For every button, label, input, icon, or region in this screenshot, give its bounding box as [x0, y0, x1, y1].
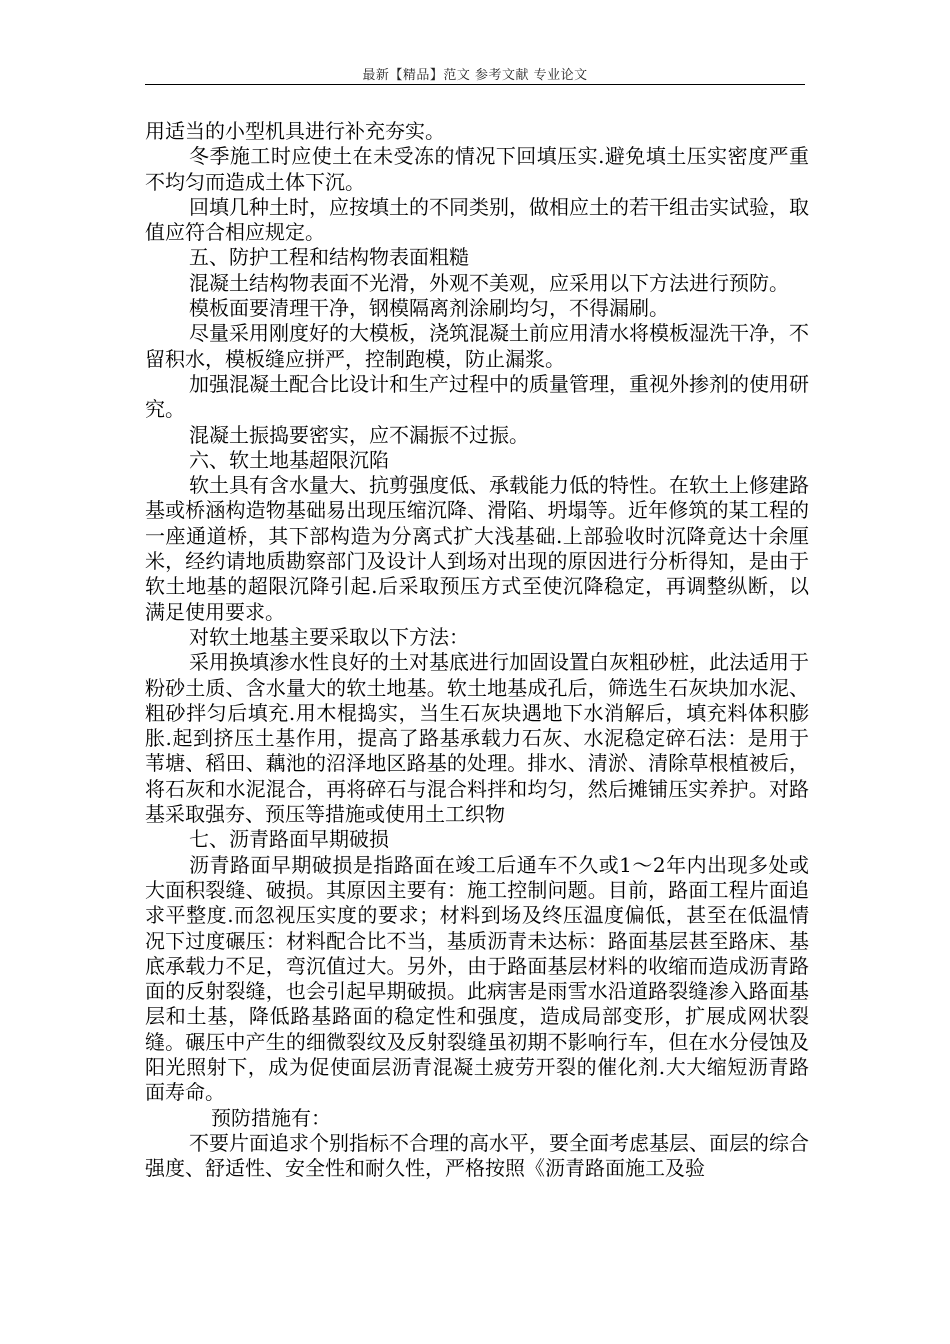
paragraph: 模板面要清理干净，钢模隔离剂涂刷均匀，不得漏刷。 — [189, 296, 669, 321]
page-header: 最新【精品】范文 参考文献 专业论文 — [362, 68, 588, 83]
paragraph: 混凝土结构物表面不光滑，外观不美观，应采用以下方法进行预防。 — [189, 270, 789, 295]
paragraph: 不要片面追求个别指标不合理的高水平，要全面考虑基层、面层的综合强度、舒适性、安全性和耐久性，严格按照《沥青路面施工及验 — [145, 1130, 809, 1181]
paragraph: 预防措施有： — [211, 1105, 331, 1130]
paragraph: 回填几种土时，应按填土的不同类别，做相应土的若干组击实试验，取值应符合相应规定。 — [145, 194, 809, 245]
section-heading: 五、防护工程和结构物表面粗糙 — [189, 245, 469, 270]
document-body — [145, 119, 809, 1181]
section-heading: 六、软土地基超限沉陷 — [189, 447, 389, 472]
section-heading: 七、沥青路面早期破损 — [189, 827, 389, 852]
paragraph: 用适当的小型机具进行补充夯实。 — [145, 119, 445, 143]
paragraph: 冬季施工时应使土在未受冻的情况下回填压实.避免填土压实密度严重不均匀而造成土体下沉。 — [145, 144, 809, 194]
paragraph: 软土具有含水量大、抗剪强度低、承载能力低的特性。在软土上修建路基或桥涵构造物基础易出现压缩沉降、滑陷、坍塌等。近年修筑的某工程的一座通道桥，其下部构造为分离式扩大浅基础.上部验收时沉降竟达十余厘米，经约请地质勘察部门及设计人到场对出现的原因进行分析得知，是由于软土地基的超限沉降引起.后采取预压方式至使沉降稳定，再调整纵断，以满足使用要求。 — [145, 473, 809, 624]
paragraph: 对软土地基主要采取以下方法： — [189, 624, 469, 649]
paragraph: 采用换填渗水性良好的土对基底进行加固设置白灰粗砂桩，此法适用于粉砂土质、含水量大的软土地基。软土地基成孔后，筛选生石灰块加水泥、粗砂拌匀后填充.用木棍捣实，当生石灰块遇地下水消解后，填充料体积膨胀.起到挤压土基作用，提高了路基承载力石灰、水泥稳定碎石法：是用于苇塘、稻田、藕池的沼泽地区路基的处理。排水、清淤、清除草根植被后，将石灰和水泥混合，再将碎石与混合料拌和均匀，然后摊铺压实养护。对路基采取强夯、预压等措施或使用土工织物 — [145, 650, 809, 827]
header-divider — [145, 84, 805, 85]
paragraph: 尽量采用刚度好的大模板，浇筑混凝土前应用清水将模板湿洗干净，不留积水，模板缝应拼严，控制跑模，防止漏浆。 — [145, 321, 809, 371]
paragraph: 加强混凝土配合比设计和生产过程中的质量管理，重视外掺剂的使用研究。 — [145, 371, 809, 422]
paragraph: 混凝土振捣要密实，应不漏振不过振。 — [189, 422, 529, 447]
paragraph: 沥青路面早期破损是指路面在竣工后通车不久或1～2年内出现多处或大面积裂缝、破损。其原因主要有：施工控制问题。目前，路面工程片面追求平整度.而忽视压实度的要求；材料到场及终压温度偏低，甚至在低温情况下过度碾压：材料配合比不当，基质沥青未达标：路面基层甚至路床、基底承载力不足，弯沉值过大。另外，由于路面基层材料的收缩而造成沥青路面的反射裂缝，也会引起早期破损。此病害是雨雪水沿道路裂缝渗入路面基层和土基，降低路基路面的稳定性和强度，造成局部变形，扩展成网状裂缝。碾压中产生的细微裂纹及反射裂缝虽初期不影响行车，但在水分侵蚀及阳光照射下，成为促使面层沥青混凝土疲劳开裂的催化剂.大大缩短沥青路面寿命。 — [145, 852, 809, 1105]
